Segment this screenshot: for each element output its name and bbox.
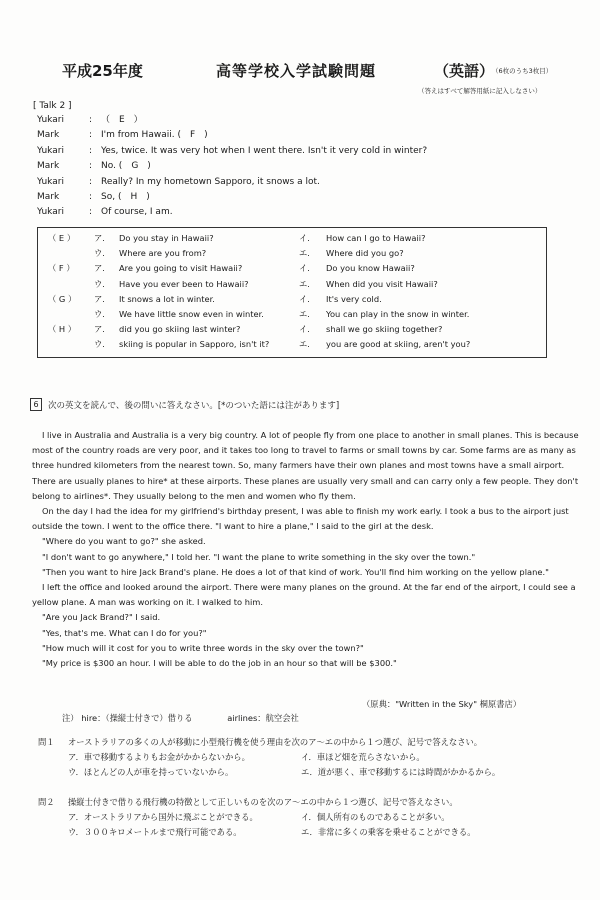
- passage-paragraph: "Are you Jack Brand?" I said.: [41, 612, 161, 623]
- question-instruction: 次の英文を読んで、後の問いに答えなさい。[*のついた語には注があります]: [48, 400, 340, 411]
- dialogue-line: [37, 159, 427, 174]
- speaker: Mark: [37, 192, 60, 203]
- choice-text: You can play in the snow in winter.: [326, 309, 470, 320]
- talk-label: [ Talk 2 ]: [33, 101, 72, 111]
- question-number: 問２: [38, 797, 55, 807]
- choice-text: It snows a lot in winter.: [119, 293, 215, 304]
- speaker: Yukari: [37, 115, 64, 125]
- answer-choice: エ．非常に多くの乗客を乗せることができる。: [301, 827, 476, 837]
- exam-year: 平成25年度: [62, 62, 143, 80]
- line-text: Yes, twice. It was very hot when I went there. Isn't it very cold in winter?: [101, 145, 428, 156]
- answer-choice: ア．車で移動するよりもお金がかからないから。: [68, 752, 250, 762]
- speaker: Mark: [37, 130, 60, 141]
- choice-text: It's very cold.: [326, 293, 382, 304]
- blank-tag: [48, 337, 94, 352]
- answer-choice: ウ．ほとんどの人が車を持っていないから。: [68, 767, 234, 777]
- blank-tag: （ H ）: [48, 324, 77, 335]
- choice-key: エ.: [299, 309, 310, 320]
- colon: :: [89, 207, 93, 218]
- passage-paragraph: "My price is $300 an hour. I will be able to do the job in an hour so that will be $300.": [41, 658, 397, 669]
- answer-choice: イ．個人所有のものであることが多い。: [301, 812, 450, 822]
- dialogue-line: [37, 205, 427, 220]
- passage-paragraph: "Where do you want to go?" she asked.: [41, 536, 206, 547]
- colon: :: [89, 115, 93, 125]
- question-number: 問１: [38, 737, 55, 747]
- question-text: オーストラリアの多くの人が移動に小型飛行機を使う理由を次のア～エの中から１つ選び、記号で答えなさい。: [68, 737, 483, 747]
- choice-text: Do you stay in Hawaii?: [119, 233, 214, 243]
- sheet-count: （6枚のうち3枚目）: [492, 67, 553, 75]
- speaker: Yukari: [37, 176, 64, 187]
- notes-label: 注）: [62, 713, 79, 723]
- choice-key: イ.: [299, 324, 310, 335]
- choice-key: ウ.: [94, 339, 105, 350]
- choice-text: shall we go skiing together?: [326, 324, 443, 335]
- choice-key: ウ.: [94, 248, 105, 259]
- choice-text: When did you visit Hawaii?: [326, 278, 438, 289]
- colon: :: [89, 145, 93, 156]
- answer-choices: [68, 751, 500, 781]
- line-text: So, ( H ): [101, 192, 150, 203]
- choice-key: イ.: [299, 233, 310, 243]
- question-2: [38, 796, 476, 841]
- choice-key: ア.: [94, 293, 105, 304]
- choice-key: エ.: [299, 248, 310, 259]
- answer-choice: ア．オーストラリアから国外に飛ぶことができる。: [68, 812, 258, 822]
- vocabulary-notes: [62, 712, 299, 724]
- line-text: No. ( G ): [101, 161, 151, 172]
- blank-tag: [48, 307, 94, 322]
- blank-tag: （ G ）: [48, 293, 77, 304]
- question-1: [38, 736, 500, 781]
- blank-tag: （ E ）: [48, 233, 76, 243]
- option-row: [48, 231, 546, 246]
- choice-key: ア.: [94, 263, 105, 274]
- option-row: [48, 246, 546, 261]
- choice-key: イ.: [299, 293, 310, 304]
- speaker: Yukari: [37, 207, 64, 218]
- blank-tag: [48, 277, 94, 292]
- note-airlines: airlines：航空会社: [227, 713, 299, 723]
- reading-passage: [32, 428, 580, 671]
- passage-paragraph: "How much will it cost for you to write three words in the sky over the town?": [41, 642, 364, 653]
- passage-paragraph: "I don't want to go anywhere," I told her. "I want the plane to write something in the sky over the town.": [41, 551, 476, 562]
- answer-note: （答えはすべて解答用紙に記入しなさい）: [418, 87, 542, 95]
- passage-paragraph: "Then you want to hire Jack Brand's plane. He does a lot of that kind of work. You'll find him working on the yellow plane.": [41, 566, 549, 577]
- passage-source: （原典："Written in the Sky" 桐原書店）: [362, 699, 522, 709]
- answer-choices: [68, 811, 476, 841]
- passage-paragraph: I live in Australia and Australia is a very big country. A lot of people fly from one place to another in small planes. This is because most of the country roads are very poor, and it takes too long to travel to farms or small towns by car. Some farms are as many as three hundred kilometers from the nearest town. So, many farmers have their own planes and most towns have a small airport. There are usually planes to hire* at these airports. These planes are usually very small and can carry only a few people. They don't belong to airlines*. They usually belong to the men and women who fly them.: [32, 430, 579, 501]
- blank-tag: （ F ）: [48, 263, 75, 274]
- choice-text: did you go skiing last winter?: [119, 324, 241, 335]
- option-row: [48, 337, 546, 352]
- choice-text: you are good at skiing, aren't you?: [326, 339, 471, 350]
- colon: :: [89, 130, 93, 141]
- dialogue-line: [37, 128, 427, 143]
- dialogue: [37, 113, 427, 221]
- choice-key: エ.: [299, 339, 310, 350]
- dialogue-line: [37, 190, 427, 205]
- line-text: Really? In my hometown Sapporo, it snows a lot.: [101, 176, 320, 187]
- answer-choice: ウ．３００キロメートルまで飛行可能である。: [68, 827, 242, 837]
- colon: :: [89, 161, 93, 172]
- speaker: Mark: [37, 161, 60, 172]
- dialogue-line: [37, 113, 427, 128]
- line-text: I'm from Hawaii. ( F ): [101, 130, 208, 141]
- option-row: [48, 292, 546, 307]
- choice-key: ア.: [94, 324, 105, 335]
- options-box: [37, 227, 547, 358]
- choice-text: How can I go to Hawaii?: [326, 233, 426, 243]
- question-6-heading: [30, 398, 339, 411]
- answer-choice: エ．道が悪く、車で移動するには時間がかかるから。: [301, 767, 501, 777]
- choice-key: イ.: [299, 263, 310, 274]
- choice-text: skiing is popular in Sapporo, isn't it?: [119, 339, 270, 350]
- option-row: [48, 261, 546, 276]
- passage-paragraph: "Yes, that's me. What can I do for you?": [41, 627, 207, 638]
- exam-subject: （英語）: [434, 62, 495, 80]
- note-hire: hire：（操縦士付きで）借りる: [81, 713, 193, 723]
- dialogue-line: [37, 144, 427, 159]
- speaker: Yukari: [37, 145, 64, 156]
- choice-key: ウ.: [94, 278, 105, 289]
- choice-text: Where are you from?: [119, 248, 207, 259]
- answer-choice: イ．車ほど畑を荒らさないから。: [301, 752, 425, 762]
- line-text: Of course, I am.: [101, 207, 173, 218]
- option-row: [48, 277, 546, 292]
- dialogue-line: [37, 175, 427, 190]
- option-row: [48, 307, 546, 322]
- passage-paragraph: I left the office and looked around the airport. There were many planes on the ground. At the far end of the airport, I could see a yellow plane. A man was working on it. I walked to him.: [32, 582, 576, 608]
- choice-key: ア.: [94, 233, 105, 243]
- blank-tag: [48, 246, 94, 261]
- choice-text: Where did you go?: [326, 248, 404, 259]
- choice-key: ウ.: [94, 309, 105, 320]
- exam-title: 高等学校入学試験問題: [216, 62, 377, 80]
- question-number-box: 6: [30, 398, 42, 411]
- choice-text: Are you going to visit Hawaii?: [119, 263, 243, 274]
- question-text: 操縦士付きで借りる飛行機の特徴として正しいものを次のア～エの中から１つ選び、記号で答えなさい。: [68, 797, 458, 807]
- option-row: [48, 322, 546, 337]
- choice-key: エ.: [299, 278, 310, 289]
- choice-text: We have little snow even in winter.: [119, 309, 264, 320]
- line-text: （ E ）: [101, 115, 143, 125]
- passage-paragraph: On the day I had the idea for my girlfriend's birthday present, I was able to finish my work early. I took a bus to the airport just outside the town. I went to the office there. "I want to hire a plane," I said to the girl at the desk.: [32, 506, 569, 532]
- colon: :: [89, 192, 93, 203]
- choice-text: Have you ever been to Hawaii?: [119, 278, 249, 289]
- colon: :: [89, 176, 93, 187]
- choice-text: Do you know Hawaii?: [326, 263, 415, 274]
